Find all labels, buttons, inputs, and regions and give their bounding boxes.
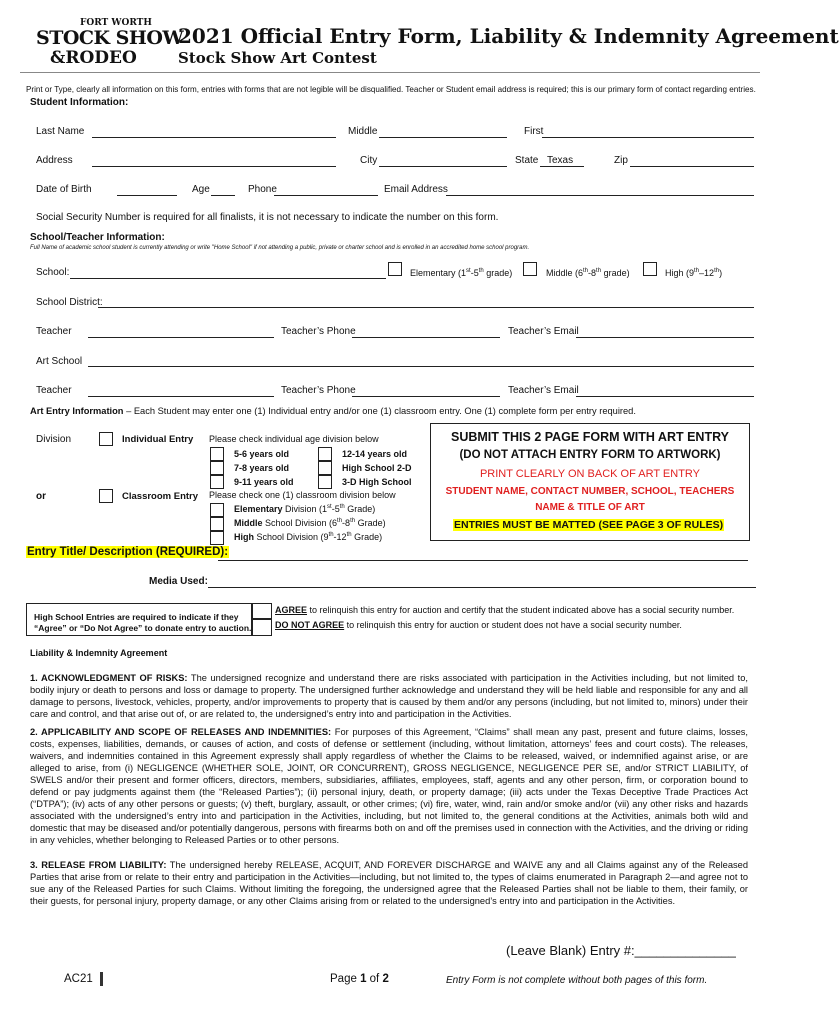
address-label: Address [36, 155, 73, 166]
school-label: School: [36, 267, 70, 278]
page-number: Page 1 of 2 [330, 973, 389, 985]
age-5-6-checkbox[interactable] [210, 447, 224, 461]
last-name-field[interactable] [92, 137, 336, 138]
footer-bar [100, 972, 103, 986]
phone-field[interactable] [274, 195, 378, 196]
paragraph-applicability: 2. APPLICABILITY AND SCOPE OF RELEASES AND INDEMNITIES: For purposes of this Agreement, “Claims” shall mean any past, present and future claims, losses, costs, expenses, liabilities, demands, or causes of action, and costs of defense or settlement (including, without limitation, attorneys’ fees and court costs). The releases, waivers, and indemnities contained in this Agreement expressly shall apply regardless of whether the Claims to be released, waived, or indemnified against arise, or are alleged to arise, from (i) NEGLIGENCE (WHETHER SOLE, JOINT, OR CONCURRENT), GROSS NEGLIGENCE, NEGLIGENCE PER SE, and/or STRICT LIABILITY, of SWELS and/or their present and former officers, directors, members, subsidiaries, affiliates, employees, staff, agents and any other person, firm, or corporation bound to defend or pay judgments against them (the “Released Parties”); (ii) personal injury, death, or property damage; (iii) acts under the Texas Deceptive Trade Practices Act (“DTPA”); (iv) acts of any other persons or guests; (v) theft, burglary, assault, or other crimes; (vi) fire, water, wind, rain and/or smoke and/or (vii) any other risks and hazards associated with the undersigned’s entry into and participation in the Activities, including, but not limited to, the general conditions at the Activities, animals both wild and domestic that may be diseased and/or potentially dangerous, persons with firearms both on and off the premises used in connection with the Activities, and the driving or riding in any vehicles, whether belonging to Released Parties or to other persons. [30, 727, 748, 845]
hs-3d-label: 3-D High School [342, 477, 412, 487]
age-7-8-label: 7-8 years old [234, 463, 290, 473]
hs-box-line2: “Agree” or “Do Not Agree” to donate entry to auction. [34, 623, 252, 633]
page-title: 2021 Official Entry Form, Liability & Indemnity Agreement [178, 24, 839, 48]
agree-text: AGREE to relinquish this entry for auction and certify that the student indicated above has a social security number. [275, 605, 735, 615]
class-elementary-label: Elementary Division (1st-5th Grade) [234, 504, 376, 514]
entry-title-field[interactable] [218, 560, 748, 561]
teacher2-phone-field[interactable] [352, 396, 500, 397]
paragraph-acknowledgment: 1. ACKNOWLEDGMENT OF RISKS: The undersigned recognize and understand there are risks associated with participation in the Activities including, but not limited to, bodily injury or death to persons and loss or damage to property. The undersigned further acknowledge and understand they will be held liable and responsible for any and all damage to persons, livestock, vehicles, property, and/or improvements to property that is caused by them and/or any persons (including, but not limited to, minors) under their care and control, and that arise out of, or are related to, the undersigned’s entry into and participation in the Activities. [30, 673, 748, 719]
age-7-8-checkbox[interactable] [210, 461, 224, 475]
district-field[interactable] [98, 307, 754, 308]
hs-2d-checkbox[interactable] [318, 461, 332, 475]
notice-line4: STUDENT NAME, CONTACT NUMBER, SCHOOL, TEACHERS [445, 486, 735, 497]
submission-notice-box [430, 423, 750, 541]
logo-line2: STOCK SHOW [36, 27, 184, 49]
dob-label: Date of Birth [36, 184, 92, 195]
teacher-email-field[interactable] [576, 337, 754, 338]
address-field[interactable] [92, 166, 336, 167]
not-agree-text: DO NOT AGREE to relinquish this entry for auction or student does not have a social security number. [275, 620, 682, 630]
city-field[interactable] [379, 166, 507, 167]
email-field[interactable] [446, 195, 754, 196]
age-field[interactable] [211, 195, 235, 196]
class-middle-label: Middle School Division (6th-8th Grade) [234, 518, 386, 528]
media-used-field[interactable] [208, 587, 756, 588]
classroom-entry-label: Classroom Entry [122, 491, 199, 502]
age-prompt: Please check individual age division below [209, 434, 379, 444]
first-label: First [524, 126, 544, 137]
state-label: State [515, 155, 539, 166]
student-heading: Student Information: [30, 97, 129, 108]
dob-field[interactable] [117, 195, 177, 196]
city-label: City [360, 155, 378, 166]
teacher-phone-field[interactable] [352, 337, 500, 338]
notice-line1: SUBMIT THIS 2 PAGE FORM WITH ART ENTRY [450, 430, 729, 444]
not-agree-checkbox[interactable] [252, 619, 272, 636]
logo-line3: &RODEO [50, 48, 137, 68]
division-label: Division [36, 434, 72, 445]
ssn-note: Social Security Number is required for all finalists, it is not necessary to indicate the number on this form. [36, 212, 499, 223]
teacher-label: Teacher [36, 326, 72, 337]
individual-entry-checkbox[interactable] [99, 432, 113, 446]
elementary-checkbox[interactable] [388, 262, 402, 276]
class-high-label: High School Division (9th-12th Grade) [234, 532, 383, 542]
header-divider [20, 72, 760, 73]
hs-box-line1: High School Entries are required to indicate if they [34, 612, 239, 622]
middle-field[interactable] [379, 137, 507, 138]
liability-heading: Liability & Indemnity Agreement [30, 648, 168, 658]
class-high-checkbox[interactable] [210, 531, 224, 545]
middle-label: Middle [348, 126, 378, 137]
teacher2-email-label: Teacher’s Email [508, 385, 579, 396]
media-used-label: Media Used: [149, 576, 208, 587]
age-5-6-label: 5-6 years old [234, 449, 290, 459]
class-elementary-checkbox[interactable] [210, 503, 224, 517]
fwssr-logo [36, 18, 184, 70]
zip-label: Zip [614, 155, 628, 166]
entry-number-field[interactable]: (Leave Blank) Entry #:______________ [506, 943, 736, 958]
district-label: School District: [36, 297, 103, 308]
page-subtitle: Stock Show Art Contest [178, 49, 377, 67]
teacher2-email-field[interactable] [576, 396, 754, 397]
art-school-label: Art School [36, 356, 83, 367]
entry-title-label: Entry Title/ Description (REQUIRED): [27, 546, 229, 558]
age-label: Age [192, 184, 210, 195]
classroom-entry-checkbox[interactable] [99, 489, 113, 503]
teacher2-phone-label: Teacher’s Phone [281, 385, 356, 396]
logo-line1: FORT WORTH [80, 18, 152, 28]
hs-2d-label: High School 2-D [342, 463, 412, 473]
high-school-donation-box [26, 603, 252, 636]
zip-field[interactable] [630, 166, 754, 167]
high-label: High (9th–12th) [665, 268, 723, 278]
age-12-14-checkbox[interactable] [318, 447, 332, 461]
last-name-label: Last Name [36, 126, 85, 137]
middle-label: Middle (6th-8th grade) [546, 268, 630, 278]
teacher-email-label: Teacher’s Email [508, 326, 579, 337]
class-prompt: Please check one (1) classroom division below [209, 490, 396, 500]
school-field[interactable] [70, 278, 386, 279]
art-school-field[interactable] [88, 366, 754, 367]
individual-entry-label: Individual Entry [122, 434, 194, 445]
hs-3d-checkbox[interactable] [318, 475, 332, 489]
phone-label: Phone [248, 184, 277, 195]
teacher-phone-label: Teacher’s Phone [281, 326, 356, 337]
teacher2-field[interactable] [88, 396, 274, 397]
notice-line6: ENTRIES MUST BE MATTED (SEE PAGE 3 OF RULES) [454, 519, 724, 531]
instructions: Print or Type, clearly all information on this form, entries with forms that are not legible will be disqualified. Teacher or Student email address is required; this is our primary form of contact regarding entries. [26, 85, 756, 94]
notice-line5: NAME & TITLE OF ART [535, 502, 645, 513]
state-value[interactable]: Texas [547, 155, 574, 166]
state-field [540, 166, 584, 167]
agree-checkbox[interactable] [252, 603, 272, 619]
age-12-14-label: 12-14 years old [342, 449, 408, 459]
completion-note: Entry Form is not complete without both pages of this form. [446, 975, 708, 986]
notice-line3: PRINT CLEARLY ON BACK OF ART ENTRY [479, 468, 701, 480]
form-code: AC21 [64, 973, 93, 985]
class-middle-checkbox[interactable] [210, 517, 224, 531]
high-checkbox[interactable] [643, 262, 657, 276]
age-9-11-checkbox[interactable] [210, 475, 224, 489]
school-heading: School/Teacher Information: [30, 232, 165, 243]
art-entry-heading: Art Entry Information – Each Student may enter one (1) Individual entry and/or one (1) classroom entry. One (1) complete form per entry required. [30, 406, 636, 416]
teacher-field[interactable] [88, 337, 274, 338]
or-label: or [36, 491, 46, 502]
email-label: Email Address [384, 184, 448, 195]
elementary-label: Elementary (1st-5th grade) [410, 268, 513, 278]
paragraph-release: 3. RELEASE FROM LIABILITY: The undersigned hereby RELEASE, ACQUIT, AND FOREVER DISCHARGE and WAIVE any and all Claims against any of the Released Parties that arise from or relate to their entry and participation in the Activities—including, but not limited to, the types of claims enumerated in Paragraph 2—and agree not to sue any of the Released Parties for such Claims. Without limiting the foregoing, the undersigned agree that the Released Parties shall not be liable to them, their family, or their guests, for personal injury, property damage, or any other Claims arising from or related to the undersigned’s entry into and participation in the Activities. [30, 860, 748, 906]
teacher2-label: Teacher [36, 385, 72, 396]
first-field[interactable] [542, 137, 754, 138]
school-note: Full Name of academic school student is currently attending or write "Home School" if not attending a public, private or charter school and is enrolled in an accredited home school program. [30, 245, 530, 251]
middle-checkbox[interactable] [523, 262, 537, 276]
notice-line2: (DO NOT ATTACH ENTRY FORM TO ARTWORK) [459, 449, 721, 461]
age-9-11-label: 9-11 years old [234, 477, 294, 487]
